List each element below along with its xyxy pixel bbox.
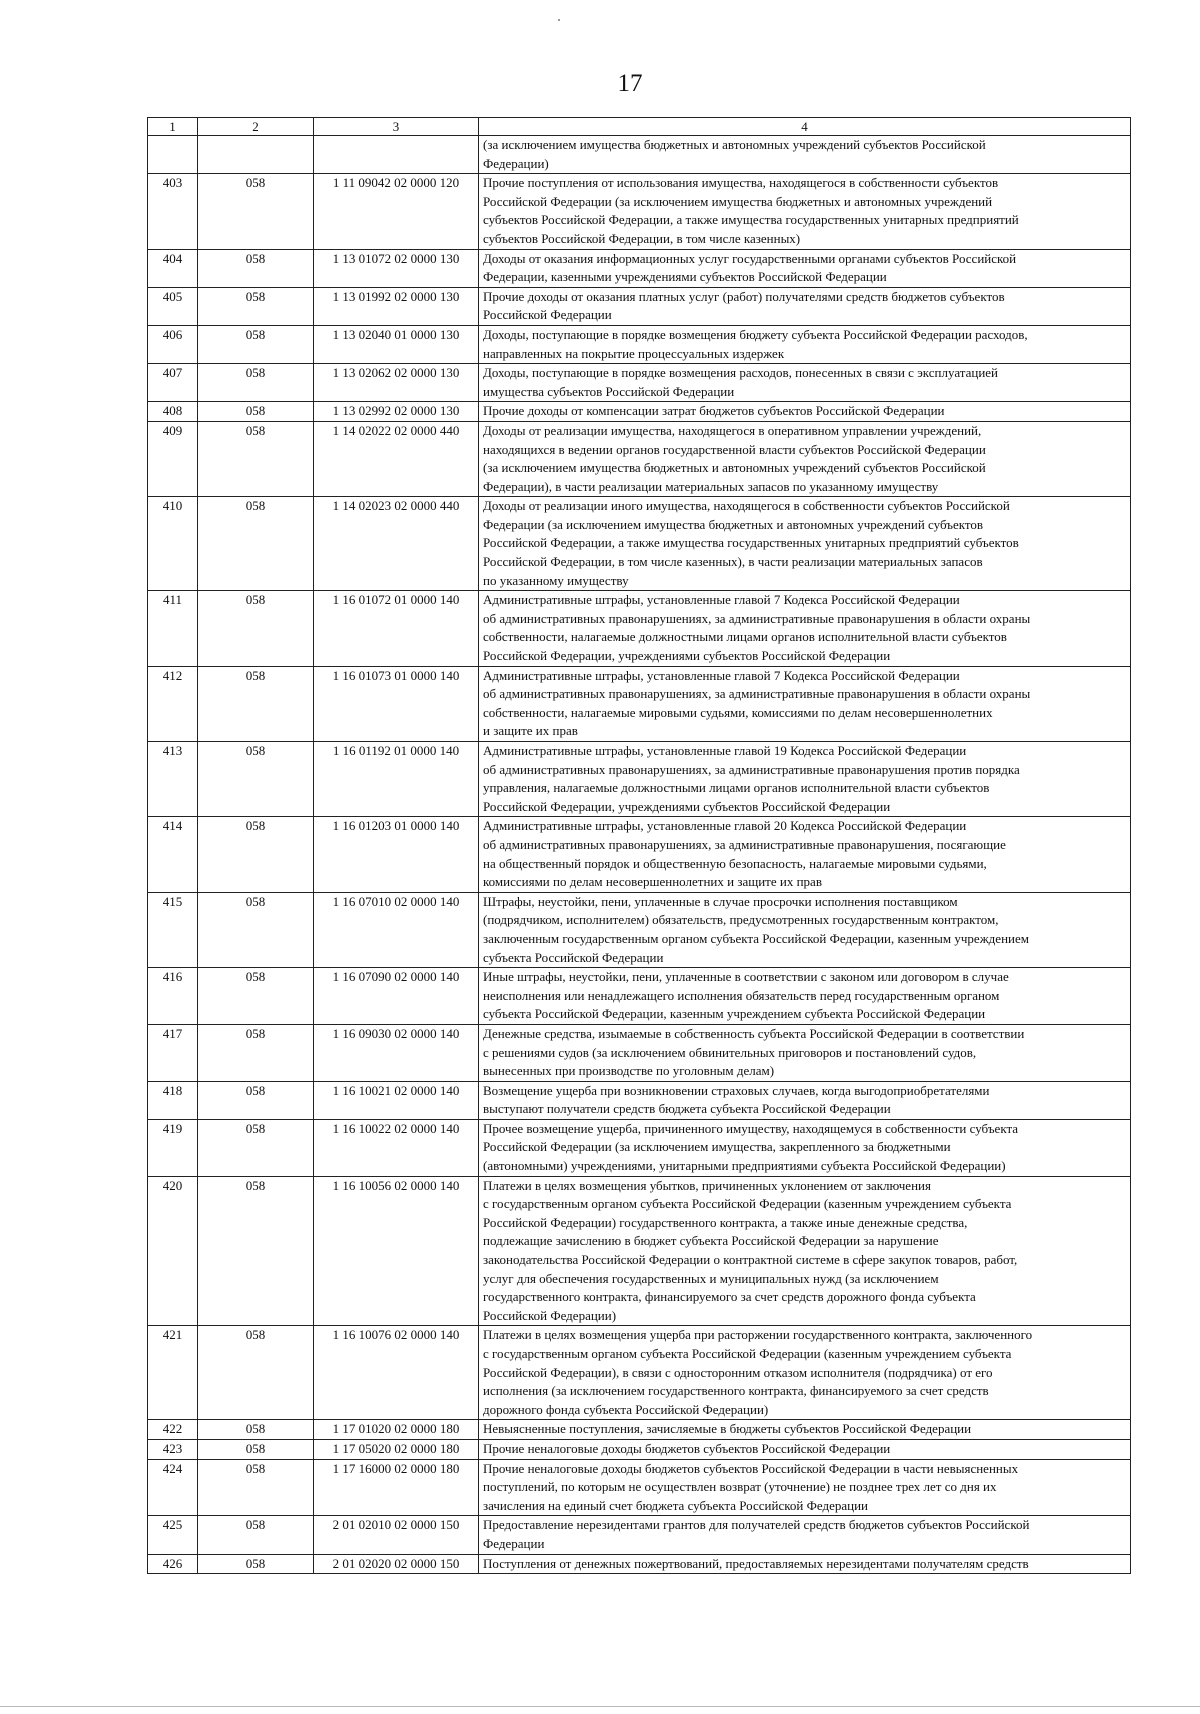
admin-code-cell: 058: [198, 1024, 314, 1081]
description-line: Российской Федерации, в том числе казенных), в части реализации материальных запасов: [483, 554, 983, 570]
description-line: Денежные средства, изымаемые в собственность субъекта Российской Федерации в соответствии: [483, 1025, 1025, 1041]
scan-speck: [558, 19, 560, 21]
description-cell: [479, 249, 1131, 287]
revenue-code-cell: 1 16 01073 01 0000 140: [314, 666, 479, 741]
admin-code-cell: 058: [198, 287, 314, 325]
revenue-code-cell: 1 13 02992 02 0000 130: [314, 402, 479, 422]
admin-code-cell: 058: [198, 1326, 314, 1420]
description-line: (подрядчиком, исполнителем) обязательств, предусмотренных государственным контрактом,: [483, 912, 999, 928]
description-line: Российской Федерации, а также имущества государственных унитарных предприятий субъектов: [483, 535, 1019, 551]
header-col-4: 4: [479, 118, 1131, 136]
row-number-cell: 413: [148, 742, 198, 817]
table-row: [148, 364, 1131, 402]
description-cell: [479, 497, 1131, 591]
revenue-code-cell: 1 16 01072 01 0000 140: [314, 591, 479, 666]
admin-code-cell: 058: [198, 817, 314, 892]
description-line: Платежи в целях возмещения ущерба при расторжении государственного контракта, заключенного: [483, 1327, 1033, 1343]
revenue-code-cell: [314, 136, 479, 174]
revenue-code-cell: 1 16 07010 02 0000 140: [314, 892, 479, 967]
admin-code-cell: 058: [198, 1439, 314, 1459]
row-number-cell: 415: [148, 892, 198, 967]
header-col-2: 2: [198, 118, 314, 136]
admin-code-cell: [198, 136, 314, 174]
description-line: Доходы, поступающие в порядке возмещения бюджету субъекта Российской Федерации расходов,: [483, 326, 1028, 342]
row-number-cell: 416: [148, 968, 198, 1025]
row-number-cell: 403: [148, 174, 198, 249]
description-line: субъектов Российской Федерации, в том числе казенных): [483, 230, 801, 246]
description-line: Поступления от денежных пожертвований, предоставляемых нерезидентами получателям средств: [483, 1555, 1029, 1571]
description-line: зачисления на единый счет бюджета субъекта Российской Федерации: [483, 1497, 868, 1513]
row-number-cell: 406: [148, 325, 198, 363]
description-line: поступлений, по которым не осуществлен возврат (уточнение) не позднее трех лет со дня их: [483, 1479, 997, 1495]
description-line: Российской Федерации, учреждениями субъектов Российской Федерации: [483, 798, 891, 814]
description-line: Федерации), в части реализации материальных запасов по указанному имуществу: [483, 478, 939, 494]
description-line: управления, налагаемые должностными лицами органов исполнительной власти субъектов: [483, 780, 990, 796]
row-number-cell: 421: [148, 1326, 198, 1420]
table-row: [148, 136, 1131, 174]
revenue-code-cell: 1 13 01072 02 0000 130: [314, 249, 479, 287]
admin-code-cell: 058: [198, 742, 314, 817]
row-number-cell: 411: [148, 591, 198, 666]
description-line: законодательства Российской Федерации о контрактной системе в сфере закупок товаров, работ,: [483, 1252, 1018, 1268]
revenue-code-cell: 1 17 05020 02 0000 180: [314, 1439, 479, 1459]
description-line: неисполнения или ненадлежащего исполнения обязательств перед государственным органом: [483, 987, 1000, 1003]
description-line: направленных на покрытие процессуальных издержек: [483, 345, 785, 361]
admin-code-cell: 058: [198, 402, 314, 422]
table-row: [148, 1176, 1131, 1326]
description-line: Прочие неналоговые доходы бюджетов субъектов Российской Федерации: [483, 1440, 891, 1456]
description-line: Прочие доходы от оказания платных услуг (работ) получателями средств бюджетов субъектов: [483, 288, 1005, 304]
description-line: Предоставление нерезидентами грантов для получателей средств бюджетов субъектов Российской: [483, 1517, 1030, 1533]
description-cell: [479, 591, 1131, 666]
description-cell: [479, 1024, 1131, 1081]
description-line: заключенным государственным органом субъекта Российской Федерации, казенным учреждением: [483, 930, 1029, 946]
row-number-cell: 405: [148, 287, 198, 325]
description-cell: [479, 136, 1131, 174]
description-line: Административные штрафы, установленные главой 19 Кодекса Российской Федерации: [483, 743, 967, 758]
description-line: субъекта Российской Федерации: [483, 949, 664, 965]
description-line: об административных правонарушениях, за административные правонарушения в области охраны: [483, 686, 1031, 702]
description-cell: [479, 287, 1131, 325]
description-line: Доходы, поступающие в порядке возмещения расходов, понесенных в связи с эксплуатацией: [483, 365, 999, 381]
description-line: подлежащие зачислению в бюджет субъекта Российской Федерации за нарушение: [483, 1233, 939, 1249]
row-number-cell: 410: [148, 497, 198, 591]
description-cell: [479, 1516, 1131, 1554]
description-line: об административных правонарушениях, за административные правонарушения против порядка: [483, 761, 1020, 777]
description-cell: [479, 421, 1131, 496]
revenue-code-cell: 2 01 02010 02 0000 150: [314, 1516, 479, 1554]
description-line: Российской Федерации (за исключением имущества бюджетных и автономных учреждений: [483, 193, 993, 209]
description-line: Федерации: [483, 1535, 545, 1551]
table-row: [148, 1439, 1131, 1459]
description-cell: [479, 666, 1131, 741]
table-row: [148, 817, 1131, 892]
description-line: дорожного фонда субъекта Российской Федерации): [483, 1401, 769, 1417]
description-line: Российской Федерации, учреждениями субъектов Российской Федерации: [483, 648, 891, 664]
description-line: находящихся в ведении органов государственной власти субъектов Российской Федерации: [483, 441, 986, 457]
description-line: с государственным органом субъекта Российской Федерации (казенным учреждением субъекта: [483, 1196, 1012, 1212]
admin-code-cell: 058: [198, 591, 314, 666]
description-cell: [479, 364, 1131, 402]
admin-code-cell: 058: [198, 666, 314, 741]
description-cell: [479, 817, 1131, 892]
admin-code-cell: 058: [198, 1459, 314, 1516]
revenue-code-cell: 1 16 10076 02 0000 140: [314, 1326, 479, 1420]
description-cell: [479, 1081, 1131, 1119]
description-line: Штрафы, неустойки, пени, уплаченные в случае просрочки исполнения поставщиком: [483, 893, 958, 909]
description-line: исполнения (за исключением государственного контракта, финансируемого за счет средств: [483, 1383, 989, 1399]
description-line: выступают получатели средств бюджета субъекта Российской Федерации: [483, 1101, 891, 1117]
description-line: Административные штрафы, установленные главой 7 Кодекса Российской Федерации: [483, 592, 960, 608]
table-row: [148, 1516, 1131, 1554]
table-row: [148, 892, 1131, 967]
description-line: на общественный порядок и общественную безопасность, налагаемые мировыми судьями,: [483, 855, 987, 871]
description-line: государственного контракта, финансируемого за счет средств дорожного фонда субъекта: [483, 1289, 976, 1305]
revenue-code-cell: 1 11 09042 02 0000 120: [314, 174, 479, 249]
table-row: [148, 249, 1131, 287]
row-number-cell: 408: [148, 402, 198, 422]
description-line: субъектов Российской Федерации, а также имущества государственных унитарных предприятий: [483, 212, 1019, 228]
revenue-code-cell: 1 17 16000 02 0000 180: [314, 1459, 479, 1516]
row-number-cell: 417: [148, 1024, 198, 1081]
table-row: [148, 421, 1131, 496]
description-cell: [479, 325, 1131, 363]
description-cell: [479, 892, 1131, 967]
header-col-3: 3: [314, 118, 479, 136]
admin-code-cell: 058: [198, 1554, 314, 1574]
description-line: Административные штрафы, установленные главой 7 Кодекса Российской Федерации: [483, 667, 960, 683]
revenue-code-cell: 1 16 01192 01 0000 140: [314, 742, 479, 817]
description-cell: [479, 402, 1131, 422]
row-number-cell: 412: [148, 666, 198, 741]
description-line: об административных правонарушениях, за административные правонарушения в области охраны: [483, 610, 1031, 626]
row-number-cell: 404: [148, 249, 198, 287]
description-line: Административные штрафы, установленные главой 20 Кодекса Российской Федерации: [483, 818, 967, 834]
row-number-cell: 422: [148, 1420, 198, 1440]
description-cell: [479, 174, 1131, 249]
description-cell: [479, 1119, 1131, 1176]
row-number-cell: 426: [148, 1554, 198, 1574]
table-row: [148, 1420, 1131, 1440]
description-line: вынесенных при производстве по уголовным делам): [483, 1063, 775, 1079]
table-row: [148, 1554, 1131, 1574]
revenue-code-cell: 2 01 02020 02 0000 150: [314, 1554, 479, 1574]
table-row: [148, 666, 1131, 741]
row-number-cell: 407: [148, 364, 198, 402]
admin-code-cell: 058: [198, 892, 314, 967]
row-number-cell: 419: [148, 1119, 198, 1176]
revenue-code-cell: 1 17 01020 02 0000 180: [314, 1420, 479, 1440]
description-line: (автономными) учреждениями, унитарными предприятиями субъекта Российской Федерации): [483, 1158, 1006, 1174]
revenue-code-cell: 1 16 10021 02 0000 140: [314, 1081, 479, 1119]
revenue-code-cell: 1 16 09030 02 0000 140: [314, 1024, 479, 1081]
header-col-1: 1: [148, 118, 198, 136]
description-line: Платежи в целях возмещения убытков, причиненных уклонением от заключения: [483, 1177, 931, 1193]
table-row: [148, 402, 1131, 422]
description-line: Иные штрафы, неустойки, пени, уплаченные в соответствии с законом или договором в случае: [483, 969, 1009, 985]
description-line: Прочие поступления от использования имущества, находящегося в собственности субъектов: [483, 175, 999, 191]
description-line: (за исключением имущества бюджетных и автономных учреждений субъектов Российской: [483, 137, 986, 152]
description-line: Доходы от реализации имущества, находящегося в оперативном управлении учреждений,: [483, 422, 982, 438]
description-line: Федерации, казенными учреждениями субъектов Российской Федерации: [483, 269, 887, 285]
description-line: Прочие доходы от компенсации затрат бюджетов субъектов Российской Федерации: [483, 403, 945, 419]
description-line: Российской Федерации), в связи с односторонним отказом исполнителя (подрядчика) от его: [483, 1364, 993, 1380]
row-number-cell: 414: [148, 817, 198, 892]
admin-code-cell: 058: [198, 325, 314, 363]
description-line: (за исключением имущества бюджетных и автономных учреждений субъектов Российской: [483, 460, 986, 476]
revenue-code-cell: 1 16 07090 02 0000 140: [314, 968, 479, 1025]
description-line: Российской Федерации: [483, 307, 612, 323]
table-row: [148, 287, 1131, 325]
revenue-code-cell: 1 14 02023 02 0000 440: [314, 497, 479, 591]
table-row: [148, 1119, 1131, 1176]
admin-code-cell: 058: [198, 497, 314, 591]
description-cell: [479, 1459, 1131, 1516]
description-cell: [479, 1176, 1131, 1326]
scan-edge: [0, 1706, 1200, 1707]
revenue-code-cell: 1 13 01992 02 0000 130: [314, 287, 479, 325]
table-row: [148, 497, 1131, 591]
admin-code-cell: 058: [198, 1081, 314, 1119]
description-cell: [479, 1554, 1131, 1574]
description-line: по указанному имуществу: [483, 572, 629, 588]
description-line: собственности, налагаемые должностными лицами органов исполнительной власти субъектов: [483, 629, 1007, 645]
description-line: Прочее возмещение ущерба, причиненного имуществу, находящемуся в собственности субъекта: [483, 1120, 1019, 1136]
row-number-cell: 418: [148, 1081, 198, 1119]
description-cell: [479, 1439, 1131, 1459]
description-line: комиссиями по делам несовершеннолетних и защите их прав: [483, 874, 822, 890]
revenue-code-cell: 1 14 02022 02 0000 440: [314, 421, 479, 496]
admin-code-cell: 058: [198, 1420, 314, 1440]
description-line: Российской Федерации (за исключением имущества, закрепленного за бюджетными: [483, 1139, 951, 1155]
table-row: [148, 968, 1131, 1025]
description-cell: [479, 1420, 1131, 1440]
admin-code-cell: 058: [198, 364, 314, 402]
row-number-cell: 425: [148, 1516, 198, 1554]
description-line: Российской Федерации) государственного контракта, а также иные денежные средства,: [483, 1214, 968, 1230]
row-number-cell: 420: [148, 1176, 198, 1326]
table-row: [148, 1326, 1131, 1420]
description-line: с решениями судов (за исключением обвинительных приговоров и постановлений судов,: [483, 1044, 977, 1060]
page-number: 17: [617, 70, 643, 97]
description-line: собственности, налагаемые мировыми судьями, комиссиями по делам несовершеннолетних: [483, 704, 993, 720]
row-number-cell: [148, 136, 198, 174]
description-line: имущества субъектов Российской Федерации: [483, 383, 735, 399]
admin-code-cell: 058: [198, 1176, 314, 1326]
row-number-cell: 424: [148, 1459, 198, 1516]
table-row: [148, 1024, 1131, 1081]
table-row: [148, 325, 1131, 363]
revenue-code-cell: 1 16 01203 01 0000 140: [314, 817, 479, 892]
description-line: Доходы от реализации иного имущества, находящегося в собственности субъектов Российской: [483, 498, 1010, 514]
description-line: Возмещение ущерба при возникновении страховых случаев, когда выгодоприобретателями: [483, 1082, 990, 1098]
admin-code-cell: 058: [198, 174, 314, 249]
description-cell: [479, 968, 1131, 1025]
table-body: [148, 118, 1131, 1574]
table-row: [148, 591, 1131, 666]
admin-code-cell: 058: [198, 1119, 314, 1176]
row-number-cell: 423: [148, 1439, 198, 1459]
description-line: Федерации (за исключением имущества бюджетных и автономных учреждений субъектов: [483, 516, 984, 532]
admin-code-cell: 058: [198, 249, 314, 287]
description-line: Российской Федерации): [483, 1307, 617, 1323]
table-row: [148, 742, 1131, 817]
description-line: Доходы от оказания информационных услуг государственными органами субъектов Российской: [483, 250, 1017, 266]
description-line: Прочие неналоговые доходы бюджетов субъектов Российской Федерации в части невыясненных: [483, 1460, 1019, 1476]
description-line: с государственным органом субъекта Российской Федерации (казенным учреждением субъекта: [483, 1346, 1012, 1361]
table-row: [148, 1459, 1131, 1516]
table-header-row: [148, 118, 1131, 136]
admin-code-cell: 058: [198, 1516, 314, 1554]
description-line: Федерации): [483, 155, 549, 171]
table-row: [148, 1081, 1131, 1119]
table-row: [148, 174, 1131, 249]
description-cell: [479, 1326, 1131, 1420]
description-cell: [479, 742, 1131, 817]
description-line: Невыясненные поступления, зачисляемые в бюджеты субъектов Российской Федерации: [483, 1421, 972, 1437]
description-line: субъекта Российской Федерации, казенным учреждением субъекта Российской Федерации: [483, 1006, 986, 1022]
revenue-code-cell: 1 16 10022 02 0000 140: [314, 1119, 479, 1176]
description-line: и защите их прав: [483, 723, 578, 739]
admin-code-cell: 058: [198, 421, 314, 496]
admin-code-cell: 058: [198, 968, 314, 1025]
description-line: услуг для обеспечения государственных и муниципальных нужд (за исключением: [483, 1270, 939, 1286]
revenue-code-cell: 1 13 02040 01 0000 130: [314, 325, 479, 363]
row-number-cell: 409: [148, 421, 198, 496]
revenue-code-cell: 1 13 02062 02 0000 130: [314, 364, 479, 402]
description-line: об административных правонарушениях, за административные правонарушения, посягающие: [483, 836, 1006, 852]
revenue-codes-table: [147, 117, 1131, 1574]
revenue-code-cell: 1 16 10056 02 0000 140: [314, 1176, 479, 1326]
